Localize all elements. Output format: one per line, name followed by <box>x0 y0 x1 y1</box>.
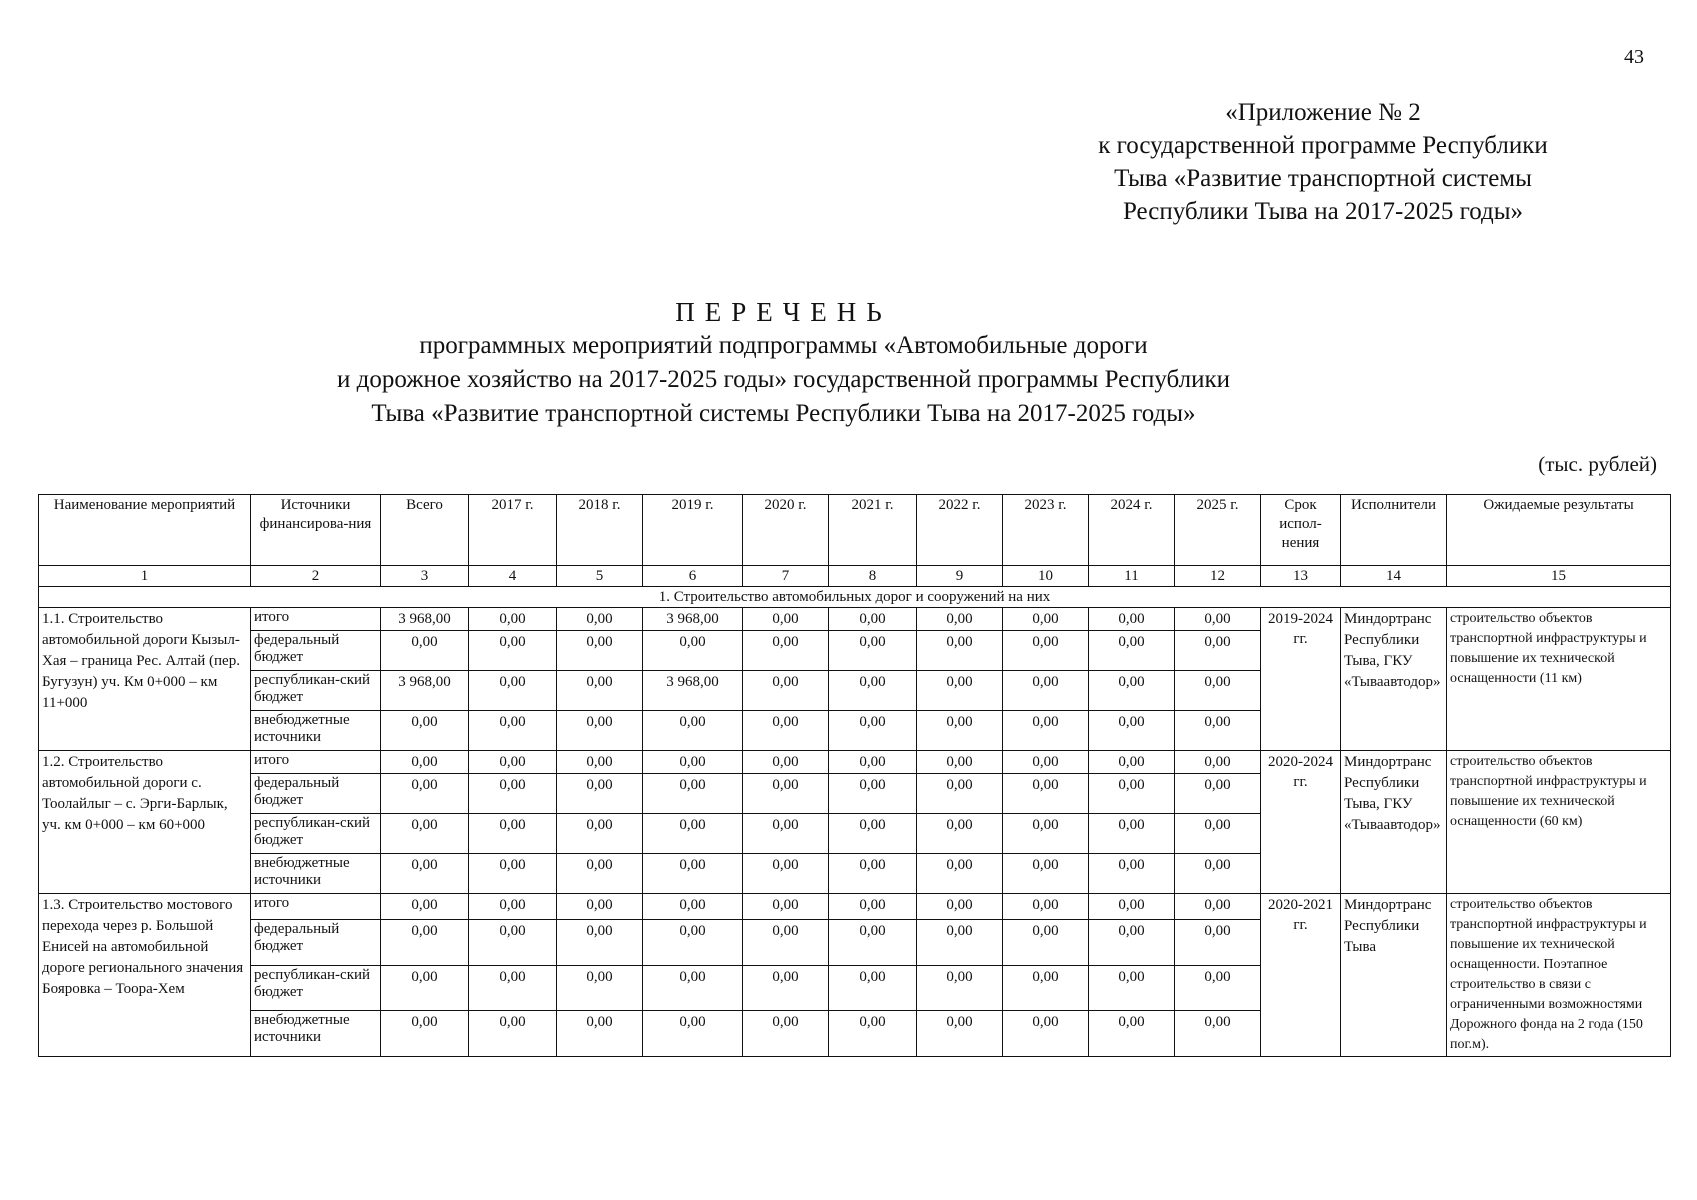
value-cell: 0,00 <box>743 751 829 774</box>
executor: Миндортранс Республики Тыва <box>1341 894 1447 1057</box>
value-cell: 0,00 <box>1175 631 1261 671</box>
value-cell: 0,00 <box>557 711 643 751</box>
value-cell: 0,00 <box>829 854 917 894</box>
column-number: 5 <box>557 566 643 587</box>
source-label: внебюджетные источники <box>251 711 381 751</box>
value-cell: 0,00 <box>469 894 557 920</box>
header-cell: 2024 г. <box>1089 495 1175 566</box>
column-number: 13 <box>1261 566 1341 587</box>
value-cell: 0,00 <box>743 854 829 894</box>
measure-group <box>39 608 1671 751</box>
value-cell: 0,00 <box>1089 920 1175 966</box>
column-number: 14 <box>1341 566 1447 587</box>
value-cell: 0,00 <box>557 671 643 711</box>
value-cell: 0,00 <box>829 711 917 751</box>
value-cell: 0,00 <box>469 774 557 814</box>
source-label: итого <box>251 751 381 774</box>
column-number: 6 <box>643 566 743 587</box>
value-cell: 0,00 <box>1089 751 1175 774</box>
value-cell: 0,00 <box>1175 1011 1261 1057</box>
value-cell: 0,00 <box>829 814 917 854</box>
document-title <box>0 295 1697 431</box>
value-cell: 0,00 <box>557 814 643 854</box>
value-cell: 0,00 <box>1089 965 1175 1011</box>
section-title: 1. Строительство автомобильных дорог и сооружений на них <box>39 587 1671 608</box>
executor: Миндортранс Республики Тыва, ГКУ «Тываавтодор» <box>1341 751 1447 894</box>
value-cell: 0,00 <box>1003 671 1089 711</box>
appendix-line: «Приложение № 2 <box>1225 99 1421 126</box>
column-number: 8 <box>829 566 917 587</box>
measure-name: 1.2. Строительство автомобильной дороги с. Тоолайлыг – с. Эрги-Барлык, уч. км 0+000 – км 60+000 <box>39 751 251 894</box>
section-row <box>39 587 1671 608</box>
execution-period: 2019-2024 гг. <box>1261 608 1341 751</box>
execution-period: 2020-2024 гг. <box>1261 751 1341 894</box>
value-cell: 3 968,00 <box>381 671 469 711</box>
value-cell: 0,00 <box>917 751 1003 774</box>
value-cell: 0,00 <box>643 814 743 854</box>
value-cell: 0,00 <box>381 965 469 1011</box>
value-cell: 0,00 <box>1003 920 1089 966</box>
header-cell: 2019 г. <box>643 495 743 566</box>
value-cell: 0,00 <box>1175 894 1261 920</box>
value-cell: 0,00 <box>1003 751 1089 774</box>
source-label: итого <box>251 608 381 631</box>
value-cell: 0,00 <box>1089 711 1175 751</box>
value-cell: 0,00 <box>1089 631 1175 671</box>
value-cell: 0,00 <box>829 774 917 814</box>
value-cell: 0,00 <box>643 631 743 671</box>
value-cell: 0,00 <box>917 671 1003 711</box>
value-cell: 0,00 <box>1175 814 1261 854</box>
header-cell: 2017 г. <box>469 495 557 566</box>
value-cell: 0,00 <box>743 814 829 854</box>
column-number: 2 <box>251 566 381 587</box>
value-cell: 0,00 <box>1089 608 1175 631</box>
value-cell: 0,00 <box>469 671 557 711</box>
column-number: 11 <box>1089 566 1175 587</box>
value-cell: 0,00 <box>557 608 643 631</box>
title-line: и дорожное хозяйство на 2017-2025 годы» государственной программы Республики <box>337 366 1230 393</box>
header-cell: 2022 г. <box>917 495 1003 566</box>
value-cell: 0,00 <box>557 854 643 894</box>
value-cell: 0,00 <box>1175 608 1261 631</box>
header-cell: Исполнители <box>1341 495 1447 566</box>
value-cell: 0,00 <box>469 965 557 1011</box>
value-cell: 0,00 <box>917 711 1003 751</box>
column-number: 15 <box>1447 566 1671 587</box>
value-cell: 0,00 <box>381 631 469 671</box>
value-cell: 0,00 <box>643 1011 743 1057</box>
value-cell: 0,00 <box>1089 894 1175 920</box>
appendix-line: Тыва «Развитие транспортной системы <box>1114 165 1532 192</box>
column-number: 12 <box>1175 566 1261 587</box>
value-cell: 0,00 <box>381 920 469 966</box>
value-cell: 0,00 <box>381 814 469 854</box>
value-cell: 0,00 <box>469 608 557 631</box>
value-cell: 0,00 <box>469 814 557 854</box>
column-number-row <box>39 566 1671 587</box>
value-cell: 0,00 <box>917 894 1003 920</box>
value-cell: 0,00 <box>1175 965 1261 1011</box>
header-cell: Всего <box>381 495 469 566</box>
value-cell: 0,00 <box>643 965 743 1011</box>
title-line: Тыва «Развитие транспортной системы Республики Тыва на 2017-2025 годы» <box>371 400 1196 427</box>
value-cell: 0,00 <box>1089 814 1175 854</box>
value-cell: 0,00 <box>381 774 469 814</box>
value-cell: 0,00 <box>1175 751 1261 774</box>
value-cell: 0,00 <box>469 631 557 671</box>
value-cell: 0,00 <box>469 920 557 966</box>
value-cell: 0,00 <box>1089 774 1175 814</box>
header-cell: 2021 г. <box>829 495 917 566</box>
value-cell: 0,00 <box>557 774 643 814</box>
value-cell: 0,00 <box>743 965 829 1011</box>
value-cell: 0,00 <box>743 1011 829 1057</box>
header-row <box>39 495 1671 566</box>
source-label: итого <box>251 894 381 920</box>
value-cell: 0,00 <box>829 1011 917 1057</box>
value-cell: 0,00 <box>743 631 829 671</box>
value-cell: 0,00 <box>557 751 643 774</box>
units-label: (тыс. рублей) <box>1538 452 1657 476</box>
header-cell: Срок испол-нения <box>1261 495 1341 566</box>
value-cell: 0,00 <box>1175 854 1261 894</box>
value-cell: 0,00 <box>829 965 917 1011</box>
value-cell: 0,00 <box>1003 608 1089 631</box>
table-row <box>39 608 1671 631</box>
value-cell: 0,00 <box>469 751 557 774</box>
value-cell: 0,00 <box>643 920 743 966</box>
value-cell: 0,00 <box>469 711 557 751</box>
header-cell: 2020 г. <box>743 495 829 566</box>
expected-result: строительство объектов транспортной инфраструктуры и повышение их технической оснащенности (11 км) <box>1447 608 1671 751</box>
value-cell: 0,00 <box>1089 854 1175 894</box>
value-cell: 0,00 <box>557 1011 643 1057</box>
value-cell: 0,00 <box>469 1011 557 1057</box>
value-cell: 0,00 <box>643 711 743 751</box>
value-cell: 0,00 <box>1003 1011 1089 1057</box>
value-cell: 0,00 <box>1089 671 1175 711</box>
value-cell: 0,00 <box>917 965 1003 1011</box>
value-cell: 0,00 <box>1003 965 1089 1011</box>
header-cell: 2023 г. <box>1003 495 1089 566</box>
source-label: федеральный бюджет <box>251 631 381 671</box>
value-cell: 0,00 <box>829 631 917 671</box>
value-cell: 0,00 <box>557 965 643 1011</box>
value-cell: 0,00 <box>743 711 829 751</box>
value-cell: 0,00 <box>743 671 829 711</box>
execution-period: 2020-2021 гг. <box>1261 894 1341 1057</box>
value-cell: 0,00 <box>643 774 743 814</box>
measure-name: 1.3. Строительство мостового перехода через р. Большой Енисей на автомобильной дороге регионального значения Бояровка – Тоора-Хем <box>39 894 251 1057</box>
source-label: внебюджетные источники <box>251 854 381 894</box>
appendix-line: Республики Тыва на 2017-2025 годы» <box>1122 198 1524 225</box>
column-number: 4 <box>469 566 557 587</box>
value-cell: 0,00 <box>1089 1011 1175 1057</box>
source-label: республикан-ский бюджет <box>251 965 381 1011</box>
value-cell: 0,00 <box>643 894 743 920</box>
appendix-line: к государственной программе Республики <box>1098 132 1548 159</box>
value-cell: 0,00 <box>1175 671 1261 711</box>
value-cell: 3 968,00 <box>643 608 743 631</box>
value-cell: 0,00 <box>829 671 917 711</box>
column-number: 10 <box>1003 566 1089 587</box>
value-cell: 0,00 <box>917 631 1003 671</box>
value-cell: 0,00 <box>743 894 829 920</box>
value-cell: 0,00 <box>643 854 743 894</box>
value-cell: 0,00 <box>1003 854 1089 894</box>
value-cell: 0,00 <box>1175 711 1261 751</box>
column-number: 9 <box>917 566 1003 587</box>
executor: Миндортранс Республики Тыва, ГКУ «Тываавтодор» <box>1341 608 1447 751</box>
value-cell: 0,00 <box>829 894 917 920</box>
value-cell: 0,00 <box>557 920 643 966</box>
value-cell: 0,00 <box>557 894 643 920</box>
value-cell: 0,00 <box>1003 631 1089 671</box>
header-cell: Источники финансирова-ния <box>251 495 381 566</box>
value-cell: 0,00 <box>917 608 1003 631</box>
header-cell: Ожидаемые результаты <box>1447 495 1671 566</box>
value-cell: 0,00 <box>381 854 469 894</box>
value-cell: 0,00 <box>743 774 829 814</box>
source-label: республикан-ский бюджет <box>251 814 381 854</box>
measures-table <box>38 494 1671 1057</box>
value-cell: 3 968,00 <box>381 608 469 631</box>
column-number: 1 <box>39 566 251 587</box>
value-cell: 0,00 <box>1003 814 1089 854</box>
value-cell: 0,00 <box>917 920 1003 966</box>
column-number: 3 <box>381 566 469 587</box>
value-cell: 0,00 <box>917 1011 1003 1057</box>
value-cell: 3 968,00 <box>643 671 743 711</box>
header-cell: Наименование мероприятий <box>39 495 251 566</box>
source-label: республикан-ский бюджет <box>251 671 381 711</box>
value-cell: 0,00 <box>917 854 1003 894</box>
value-cell: 0,00 <box>917 774 1003 814</box>
appendix-note <box>1013 96 1633 228</box>
expected-result: строительство объектов транспортной инфраструктуры и повышение их технической оснащенности (60 км) <box>1447 751 1671 894</box>
value-cell: 0,00 <box>829 751 917 774</box>
value-cell: 0,00 <box>1175 920 1261 966</box>
source-label: федеральный бюджет <box>251 920 381 966</box>
expected-result: строительство объектов транспортной инфраструктуры и повышение их технической оснащенности. Поэтапное строительство в связи с ограниченными возможностями Дорожного фонда на 2 года (150 пог.м). <box>1447 894 1671 1057</box>
header-cell: 2018 г. <box>557 495 643 566</box>
value-cell: 0,00 <box>1003 774 1089 814</box>
table-row <box>39 894 1671 920</box>
source-label: внебюджетные источники <box>251 1011 381 1057</box>
value-cell: 0,00 <box>829 920 917 966</box>
value-cell: 0,00 <box>557 631 643 671</box>
measure-name: 1.1. Строительство автомобильной дороги Кызыл-Хая – граница Рес. Алтай (пер. Бугузун) уч. Км 0+000 – км 11+000 <box>39 608 251 751</box>
value-cell: 0,00 <box>743 920 829 966</box>
title-line: программных мероприятий подпрограммы «Автомобильные дороги <box>419 332 1148 359</box>
value-cell: 0,00 <box>829 608 917 631</box>
value-cell: 0,00 <box>381 751 469 774</box>
value-cell: 0,00 <box>469 854 557 894</box>
header-cell: 2025 г. <box>1175 495 1261 566</box>
measure-group <box>39 751 1671 894</box>
table-row <box>39 751 1671 774</box>
value-cell: 0,00 <box>381 1011 469 1057</box>
value-cell: 0,00 <box>1003 711 1089 751</box>
column-number: 7 <box>743 566 829 587</box>
page-number: 43 <box>1624 46 1644 68</box>
value-cell: 0,00 <box>381 711 469 751</box>
value-cell: 0,00 <box>917 814 1003 854</box>
value-cell: 0,00 <box>381 894 469 920</box>
value-cell: 0,00 <box>743 608 829 631</box>
value-cell: 0,00 <box>1003 894 1089 920</box>
value-cell: 0,00 <box>643 751 743 774</box>
title-heading: ПЕРЕЧЕНЬ <box>675 297 892 327</box>
measure-group <box>39 894 1671 1057</box>
value-cell: 0,00 <box>1175 774 1261 814</box>
source-label: федеральный бюджет <box>251 774 381 814</box>
